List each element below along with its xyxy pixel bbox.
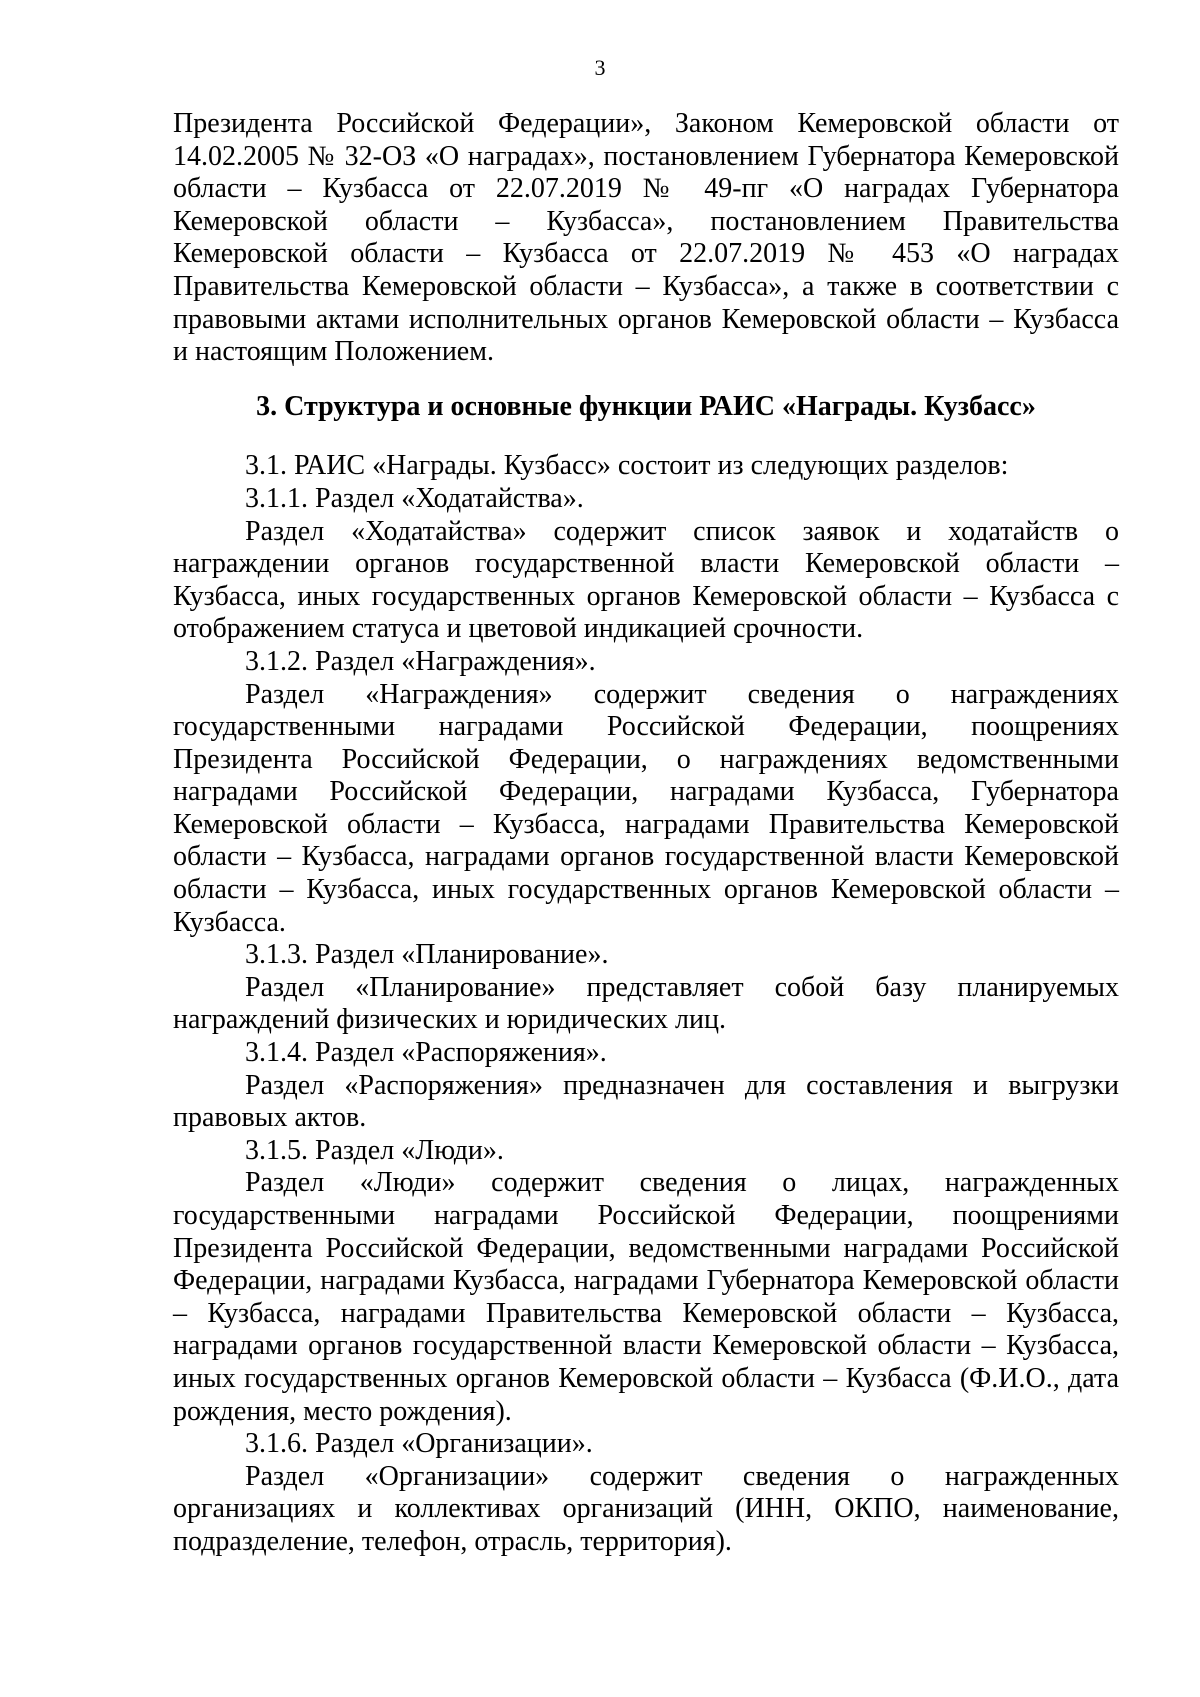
subsection-body-organizatsii: Раздел «Организации» содержит сведения о награжденных организациях и коллективах организаций (ИНН, ОКПО, наименование, подразделение, телефон, отрасль, территория).: [173, 1460, 1119, 1557]
intro-paragraph: Президента Российской Федерации», Законом Кемеровской области от 14.02.2005 № 32-ОЗ «О наградах», постановлением Губернатора Кемеровской области – Кузбасса от 22.07.2019 № 49-пг «О наградах Губернатора Кемеровской области – Кузбасса», постановлением Правительства Кемеровской области – Кузбасса от 22.07.2019 № 453 «О наградах Правительства Кемеровской области – Кузбасса», а также в соответствии с правовыми актами исполнительных органов Кемеровской области – Кузбасса и настоящим Положением.: [173, 108, 1119, 368]
subsection-title-lyudi: 3.1.5. Раздел «Люди».: [245, 1134, 504, 1166]
subsection-body-nagrazhdeniya: Раздел «Награждения» содержит сведения о награждениях государственными наградами Российской Федерации, поощрениях Президента Российской Федерации, о награждениях ведомственными наградами Российской Федерации, наградами Кузбасса, Губернатора Кемеровской области – Кузбасса, наградами Правительства Кемеровской области – Кузбасса, наградами органов государственной власти Кемеровской области – Кузбасса, иных государственных органов Кемеровской области – Кузбасса.: [173, 678, 1119, 938]
subsection-title-organizatsii: 3.1.6. Раздел «Организации».: [245, 1428, 593, 1460]
subsection-title-nagrazhdeniya: 3.1.2. Раздел «Награждения».: [245, 645, 596, 677]
subsection-body-hodataystva: Раздел «Ходатайства» содержит список заявок и ходатайств о награждении органов государственной власти Кемеровской области – Кузбасса, иных государственных органов Кемеровской области – Кузбасса с отображением статуса и цветовой индикацией срочности.: [173, 515, 1119, 645]
subsection-title-planirovanie: 3.1.3. Раздел «Планирование».: [245, 939, 609, 971]
subsection-body-planirovanie: Раздел «Планирование» представляет собой базу планируемых награждений физических и юридических лиц.: [173, 971, 1119, 1036]
subsection-body-lyudi: Раздел «Люди» содержит сведения о лицах, награжденных государственными наградами Российской Федерации, поощрениями Президента Российской Федерации, ведомственными наградами Российской Федерации, наградами Кузбасса, наградами Губернатора Кемеровской области – Кузбасса, наградами Правительства Кемеровской области – Кузбасса, наградами органов государственной власти Кемеровской области – Кузбасса, иных государственных органов Кемеровской области – Кузбасса (Ф.И.О., дата рождения, место рождения).: [173, 1167, 1119, 1427]
section-intro: 3.1. РАИС «Награды. Кузбасс» состоит из следующих разделов:: [245, 450, 1009, 482]
subsection-title-rasporyazheniya: 3.1.4. Раздел «Распоряжения».: [245, 1037, 607, 1069]
subsection-title-hodataystva: 3.1.1. Раздел «Ходатайства».: [245, 482, 584, 514]
document-body: [173, 108, 1119, 1559]
page-number: 3: [594, 55, 606, 80]
section-heading: 3. Структура и основные функции РАИС «Награды. Кузбасс»: [256, 390, 1036, 422]
subsection-body-rasporyazheniya: Раздел «Распоряжения» предназначен для составления и выгрузки правовых актов.: [173, 1069, 1119, 1134]
